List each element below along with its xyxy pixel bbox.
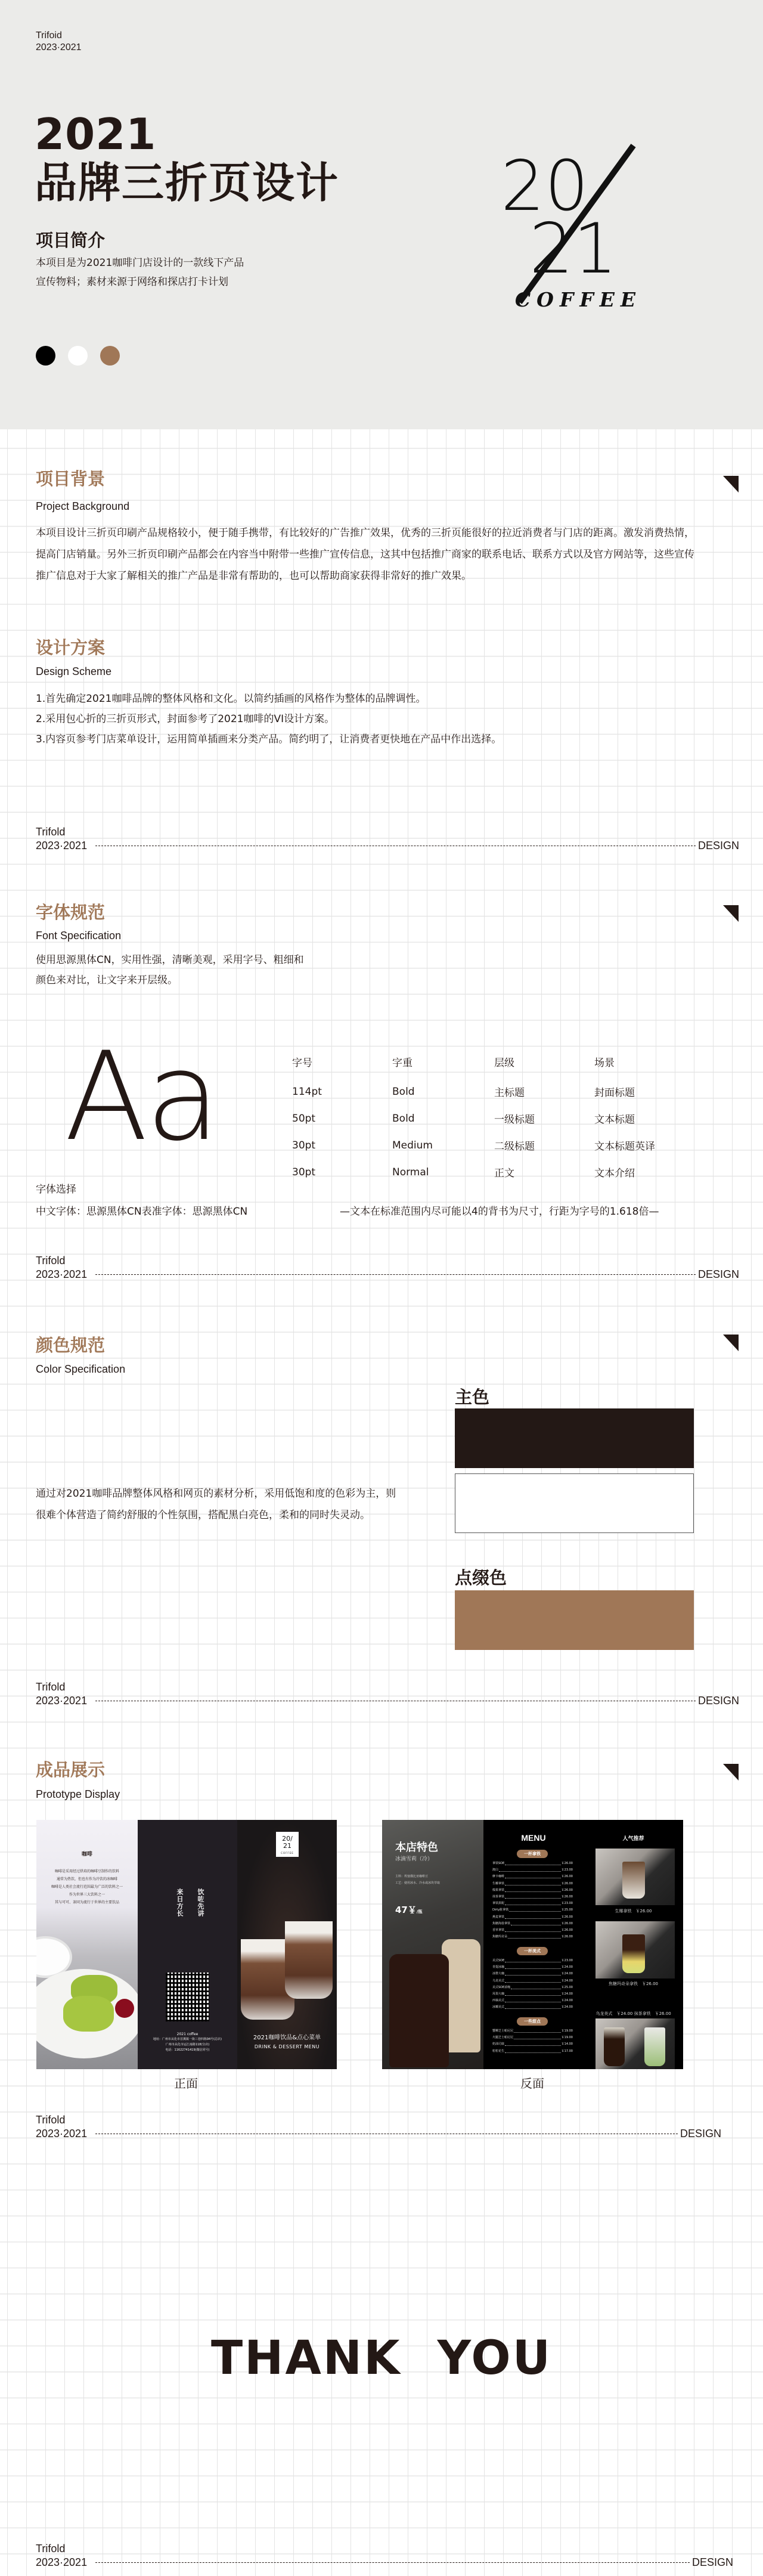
menu-item — [492, 1914, 573, 1921]
section-subtitle-prototype: Prototype Display — [36, 1788, 120, 1800]
scheme-item: 3.内容页参考门店菜单设计，运用简单插画来分类产品。简约明了，让消费者更快地在产品中作出选择。 — [36, 733, 502, 745]
footer-brand: Trifold — [36, 2543, 66, 2555]
menu-item-price: ￥23.00 — [561, 1902, 573, 1906]
menu-item-name: 奶油司康 — [492, 2042, 505, 2046]
cover-subtitle: DRINK & DESSERT MENU — [254, 2044, 320, 2049]
table-row — [292, 1078, 702, 1105]
dotted-leader — [508, 1934, 561, 1939]
menu-item-price: ￥24.00 — [561, 1992, 573, 1996]
cell: 50pt — [292, 1112, 316, 1125]
feature-desc-line: 工艺：使用冰水、冷水或冰块萃取 — [395, 1881, 441, 1885]
menu-item-name: 香草拿铁 — [492, 1928, 505, 1932]
dotted-leader — [514, 2028, 561, 2033]
menu-item-price: ￥25.00 — [561, 1908, 573, 1912]
menu-item-price: ￥26.00 — [561, 1862, 573, 1865]
cell: Bold — [392, 1112, 415, 1125]
cherry-illustration — [115, 1999, 134, 2018]
menu-item-name: 青提冰咖 — [492, 1965, 505, 1970]
contact-phone: 电话：11622741419(微信同号) — [165, 2048, 210, 2052]
footer-mark — [36, 1680, 739, 1708]
font-intro-line: 颜色来对比，让文字来开层级。 — [36, 974, 178, 986]
color-dot-black — [36, 346, 55, 366]
recommend-caption: 焦糖玛奇朵拿铁 ￥26.00 — [608, 1981, 659, 1986]
menu-item-price: ￥17.00 — [561, 2049, 573, 2053]
swatch-accent-brown — [455, 1590, 694, 1650]
menu-item-name: 拿铁SOE — [492, 1862, 505, 1865]
panel-text-line: 其与可可、茶同为流行于世界的主要饮品 — [54, 1900, 119, 1905]
menu-item — [492, 1991, 573, 1998]
cell: 正文 — [494, 1168, 514, 1179]
dotted-leader — [511, 1984, 560, 1989]
corner-triangle-icon — [723, 1335, 739, 1351]
menu-item — [492, 2048, 573, 2055]
feature-desc-line: 主料：埃塞俄比亚咖啡豆 — [395, 1875, 429, 1878]
scheme-item: 1.首先确定2021咖啡品牌的整体风格和文化。以简约插画的风格作为整体的品牌调性。 — [36, 693, 426, 705]
menu-item — [492, 2041, 573, 2048]
dotted-leader — [505, 1914, 561, 1919]
menu-item-name: Dirty脏拿铁 — [492, 1908, 509, 1912]
menu-item — [492, 2004, 573, 2011]
section-subtitle-background: Project Background — [36, 500, 130, 512]
intro-title: 项目简介 — [36, 230, 106, 250]
cell: 文本标题英译 — [594, 1141, 655, 1153]
menu-item-price: ￥23.00 — [561, 1868, 573, 1872]
column-header: 字号 — [292, 1057, 312, 1069]
menu-item — [492, 1921, 573, 1927]
contact-info — [138, 2032, 237, 2053]
footer-mark — [36, 1254, 739, 1281]
font-intro — [36, 950, 304, 990]
drink-illustration — [285, 1921, 333, 1999]
menu-item-name: 粒粒花生 — [492, 2049, 505, 2053]
footer-brand: Trifold — [36, 2114, 66, 2126]
color-description: 通过对2021咖啡品牌整体风格和网页的素材分析，采用低饱和度的色彩为主，则很难个体营造了简约舒服的个性氛围，搭配黑白亮色，柔和的同时失灵动。 — [36, 1488, 396, 1521]
dotted-leader — [505, 1881, 561, 1885]
dashed-divider — [95, 2562, 690, 2563]
section-title-color: 颜色规范 — [36, 1335, 106, 1355]
menu-item — [492, 1978, 573, 1984]
panel-text-line: 咖啡是人类社会流行范围最为广泛的饮料之一 — [51, 1885, 123, 1889]
recommend-title: 人气推荐 — [622, 1836, 644, 1842]
footer-mark — [36, 2113, 721, 2141]
feature-subtitle: 冰滴雪莉（冷） — [395, 1856, 433, 1862]
menu-item-name: 乌龙美式 — [492, 1979, 505, 1983]
section-subtitle-scheme: Design Scheme — [36, 665, 112, 677]
menu-category-badge: 一杯拿铁 — [517, 1850, 548, 1858]
logo-wordmark: COFFEE — [514, 288, 642, 311]
hero-cover — [0, 0, 763, 429]
menu-item-name: 焦糖玛奇朵 — [492, 1935, 508, 1939]
footer-design-label: DESIGN — [697, 840, 739, 852]
footer-design-label: DESIGN — [697, 1695, 739, 1707]
cell: 114pt — [292, 1085, 322, 1098]
menu-item-name: 拿铁拼配 — [492, 1902, 505, 1906]
vertical-slogan: 饮咗先讲 — [197, 1888, 204, 1917]
footer-mark — [36, 2542, 733, 2569]
dotted-leader — [505, 1894, 561, 1899]
price-unit: /瓶 — [416, 1909, 423, 1914]
menu-item-name: 榛果拿铁 — [492, 1888, 505, 1892]
column-header: 场景 — [594, 1057, 615, 1069]
panel-text — [36, 1868, 138, 1906]
cell: 一级标题 — [494, 1114, 535, 1126]
section-subtitle-color: Color Specification — [36, 1363, 126, 1375]
dotted-leader — [505, 1874, 561, 1878]
dotted-leader — [514, 2035, 561, 2039]
section-title-scheme: 设计方案 — [36, 637, 106, 658]
dotted-leader — [505, 1860, 560, 1865]
front-panel-left — [36, 1820, 138, 2069]
table-row — [292, 1159, 702, 1185]
thank-you-heading: THANK YOU — [210, 2332, 553, 2385]
column-header: 层级 — [494, 1057, 514, 1069]
menu-item-name: 美式SOE — [492, 1959, 505, 1962]
color-dots — [36, 346, 120, 366]
color-dot-white — [68, 346, 88, 366]
logo-top-number: 20 — [501, 146, 589, 227]
menu-item-price: ￥26.00 — [561, 1875, 573, 1879]
menu-item — [492, 1984, 573, 1991]
menu-item-price: ￥24.00 — [561, 1979, 573, 1983]
menu-item — [492, 1900, 573, 1907]
swatch-primary-white — [455, 1473, 694, 1533]
menu-item-price: ￥24.00 — [561, 1972, 573, 1976]
panel-text-line: 通常为热饮，但也有作为冷饮的冰咖啡 — [56, 1877, 117, 1881]
swatch-primary-dark — [455, 1408, 694, 1468]
menu-item-name: 西柚美式 — [492, 1999, 505, 2003]
corner-triangle-icon — [723, 905, 739, 922]
dotted-leader — [505, 2048, 561, 2053]
dotted-leader — [505, 1887, 561, 1892]
section-title-font: 字体规范 — [36, 902, 106, 922]
dotted-leader — [505, 1998, 561, 2002]
panel-title: 咖啡 — [81, 1852, 92, 1857]
cell: 文本标题 — [594, 1114, 635, 1126]
color-dot-brown — [100, 346, 120, 366]
menu-item-name: 摩卡咖啡 — [492, 1875, 505, 1879]
recommend-caption: 乌龙美式 ￥24.00 抹茶拿铁 ￥26.00 — [595, 2011, 671, 2016]
menu-item-price: ￥26.00 — [561, 1888, 573, 1892]
cell: 主标题 — [494, 1087, 525, 1099]
dotted-leader — [509, 1907, 560, 1912]
menu-item-price: ￥24.00 — [561, 1999, 573, 2003]
scheme-item: 2.采用包心折的三折页形式，封面参考了2021咖啡的VI设计方案。 — [36, 713, 335, 725]
front-caption: 正面 — [174, 2076, 198, 2091]
menu-item-price: ￥26.00 — [561, 1915, 573, 1919]
font-sample: Aa — [64, 1026, 218, 1168]
hero-year: 2021 — [35, 109, 157, 159]
table-header-row — [292, 1045, 702, 1078]
menu-item — [492, 1971, 573, 1977]
menu-item — [492, 1998, 573, 2004]
menu-item-price: ￥26.00 — [561, 1921, 573, 1925]
menu-title: MENU — [521, 1833, 546, 1843]
dotted-leader — [505, 1900, 561, 1905]
menu-item-name: 火腿芝士帕尼尼 — [492, 2036, 514, 2040]
cell: 文本介绍 — [594, 1168, 635, 1179]
menu-item-price: ￥26.00 — [561, 1928, 573, 1932]
menu-item — [492, 1907, 573, 1914]
dotted-leader — [511, 1921, 561, 1925]
dotted-leader — [505, 2004, 561, 2009]
footer-brand: Trifold — [36, 1681, 66, 1693]
menu-item-name: 美式SOE浓缩 — [492, 1985, 511, 1989]
cell: Medium — [392, 1139, 433, 1151]
footer-years: 2023·2021 — [36, 2556, 88, 2568]
menu-item-price: ￥24.00 — [561, 2005, 573, 2010]
menu-category-badge: 一些甜点 — [517, 2017, 548, 2026]
contact-address: 广州市从化市运江南路118(分店) — [165, 2043, 210, 2046]
recommend-photo — [595, 1921, 675, 1979]
price-value: 47￥ — [395, 1905, 417, 1915]
recommend-caption: 生椰拿铁 ￥26.00 — [615, 1909, 652, 1914]
menu-item-name: 抹茶拿铁 — [492, 1895, 505, 1899]
footer-years: 2023·2021 — [36, 840, 88, 852]
matcha-latte-illustration — [644, 2027, 665, 2066]
brand-name: Trifoid — [36, 30, 62, 41]
footer-design-label: DESIGN — [697, 1268, 739, 1280]
menu-item-name: 焦糖海盐拿铁 — [492, 1921, 511, 1925]
front-panel-middle — [138, 1820, 237, 2069]
footer-brand: Trifold — [36, 826, 66, 838]
menu-item-price: ￥19.00 — [561, 2036, 573, 2040]
cell: 30pt — [292, 1139, 316, 1151]
menu-item — [492, 1927, 573, 1934]
menu-item — [492, 1934, 573, 1940]
vertical-slogan: 来日方长 — [176, 1888, 184, 1917]
font-choice-text: 中文字体：思源黑体CN表准字体：思源黑体CN — [36, 1206, 248, 1218]
cell: 30pt — [292, 1166, 316, 1178]
back-caption: 反面 — [520, 2076, 544, 2091]
menu-item — [492, 1881, 573, 1887]
feature-title: 本店特色 — [395, 1841, 438, 1854]
footer-brand: Trifold — [36, 1255, 66, 1267]
font-spec-table — [292, 1045, 702, 1185]
cell: Normal — [392, 1166, 429, 1178]
panel-text-line: 作为世界三大饮料之一 — [69, 1893, 105, 1897]
menu-item-name: 澳白 — [492, 1868, 499, 1872]
matcha-cake-illustration — [63, 1996, 114, 2032]
footer-years: 2023·2021 — [36, 2128, 88, 2140]
menu-item-name: 凤梨大咖 — [492, 1992, 505, 1996]
section-subtitle-font: Font Specification — [36, 930, 122, 942]
back-panel-menu — [483, 1820, 584, 2069]
oolong-americano-illustration — [604, 2027, 625, 2066]
cell: Bold — [392, 1085, 415, 1098]
iced-latte-illustration — [622, 1862, 645, 1899]
back-panel-feature — [382, 1820, 483, 2069]
section-title-background: 项目背景 — [36, 469, 106, 489]
menu-item-price: ￥26.00 — [561, 1895, 573, 1899]
table-row — [292, 1132, 702, 1159]
menu-item-price: ￥26.00 — [561, 1935, 573, 1939]
dotted-leader — [505, 1964, 561, 1969]
footer-years: 2023·2021 — [36, 1268, 88, 1280]
menu-item-name: 燕麦拿铁 — [492, 1915, 505, 1919]
mini-logo-icon: 20/ 21 COFFEE — [276, 1832, 299, 1857]
prototype-front-image — [36, 1820, 337, 2069]
section-title-prototype: 成品展示 — [36, 1760, 106, 1780]
footer-design-label: DESIGN — [691, 2556, 733, 2568]
back-panel-recommend — [584, 1820, 683, 2069]
menu-item-name: 生椰拿铁 — [492, 1881, 505, 1885]
cover-title: 2021咖啡饮品&点心菜单 — [253, 2035, 321, 2041]
dotted-leader — [505, 1971, 561, 1976]
dashed-divider — [95, 1274, 696, 1275]
font-note: —文本在标准范围内尽可能以4的背书为尺寸，行距为字号的1.618倍— — [340, 1206, 659, 1218]
coffee-logo — [501, 134, 656, 313]
qr-code[interactable] — [166, 1973, 209, 2021]
font-choice-label: 字体选择 — [36, 1184, 76, 1196]
menu-item — [492, 1860, 573, 1867]
dotted-leader — [505, 1958, 560, 1962]
corner-triangle-icon — [723, 1764, 739, 1781]
macchiato-illustration — [622, 1934, 645, 1973]
recommend-photo — [595, 1849, 675, 1905]
feature-price — [395, 1903, 422, 1916]
page-title: 品牌三折页设计 — [35, 158, 340, 208]
column-header: 字重 — [392, 1057, 412, 1069]
accent-color-label: 点缀色 — [455, 1568, 507, 1588]
logo-bottom-number: 21 — [529, 209, 618, 289]
menu-item — [492, 2035, 573, 2041]
menu-item — [492, 1964, 573, 1971]
cell: 封面标题 — [594, 1087, 635, 1099]
menu-item-price: ￥19.00 — [561, 2029, 573, 2033]
front-panel-cover — [237, 1820, 337, 2069]
menu-category-badge: 一杯美式 — [517, 1947, 548, 1955]
contact-address: 地址：广州市从化市首溪镇一街三巷四栋94号(总店) — [153, 2038, 222, 2041]
corner-triangle-icon — [723, 476, 739, 493]
menu-item-price: ￥14.00 — [561, 2042, 573, 2046]
feature-description — [395, 1874, 440, 1887]
footer-mark — [36, 825, 739, 853]
table-row — [292, 1105, 702, 1132]
menu-item-price: ￥25.00 — [561, 1985, 573, 1989]
recommend-photo — [595, 2018, 675, 2069]
menu-item — [492, 1958, 573, 1964]
menu-item — [492, 1874, 573, 1880]
primary-color-label: 主色 — [455, 1387, 490, 1407]
menu-item — [492, 1867, 573, 1874]
menu-item-name: 冰椰美式 — [492, 2005, 505, 2010]
menu-item — [492, 1894, 573, 1900]
cell: 二级标题 — [494, 1141, 535, 1153]
menu-item — [492, 2028, 573, 2035]
dotted-leader — [505, 1927, 561, 1932]
dotted-leader — [499, 1867, 561, 1872]
menu-item-price: ￥24.00 — [561, 1965, 573, 1970]
background-text: 本项目设计三折页印刷产品规格较小，便于随手携带，有比较好的广告推广效果，优秀的三折页能很好的拉近消费者与门店的距离。激发消费热情，提高门店销量。另外三折页印刷产品都会在内容当中附带一些推广宣传信息，这其中包括推广商家的联系电话、联系方式以及官方网站等，这些宣传推广信息对于大家了解相关的推广产品是非常有帮助的，也可以帮助商家获得非常好的推广效果。 — [36, 527, 694, 582]
menu-item-price: ￥26.00 — [561, 1881, 573, 1885]
brand-years: 2023·2021 — [36, 42, 82, 52]
menu-item-name: 蟹柳芝士帕尼尼 — [492, 2029, 514, 2033]
font-intro-line: 使用思源黑体CN，实用性强，清晰美观，采用字号、粗细和 — [36, 954, 304, 966]
hero-brand — [36, 30, 82, 54]
contact-brand: 2021 coffee — [176, 2032, 198, 2036]
panel-text-line: 咖啡是采用经过烘培的咖啡豆制作的饮料 — [54, 1869, 119, 1874]
menu-item-name: 冰橙大咖 — [492, 1972, 505, 1976]
intro-text: 本项目是为2021咖啡门店设计的一款线下产品宣传物料；素材来源于网络和探店打卡计划 — [36, 257, 244, 288]
menu-item-price: ￥23.00 — [561, 1959, 573, 1962]
footer-years: 2023·2021 — [36, 1695, 88, 1707]
dotted-leader — [505, 1978, 561, 1983]
scheme-list — [36, 689, 501, 750]
prototype-back-image — [382, 1820, 683, 2069]
bottle-illustration — [389, 1954, 449, 2067]
menu-item — [492, 1887, 573, 1894]
footer-design-label: DESIGN — [680, 2128, 721, 2140]
dotted-leader — [505, 1991, 561, 1996]
dotted-leader — [505, 2041, 561, 2046]
